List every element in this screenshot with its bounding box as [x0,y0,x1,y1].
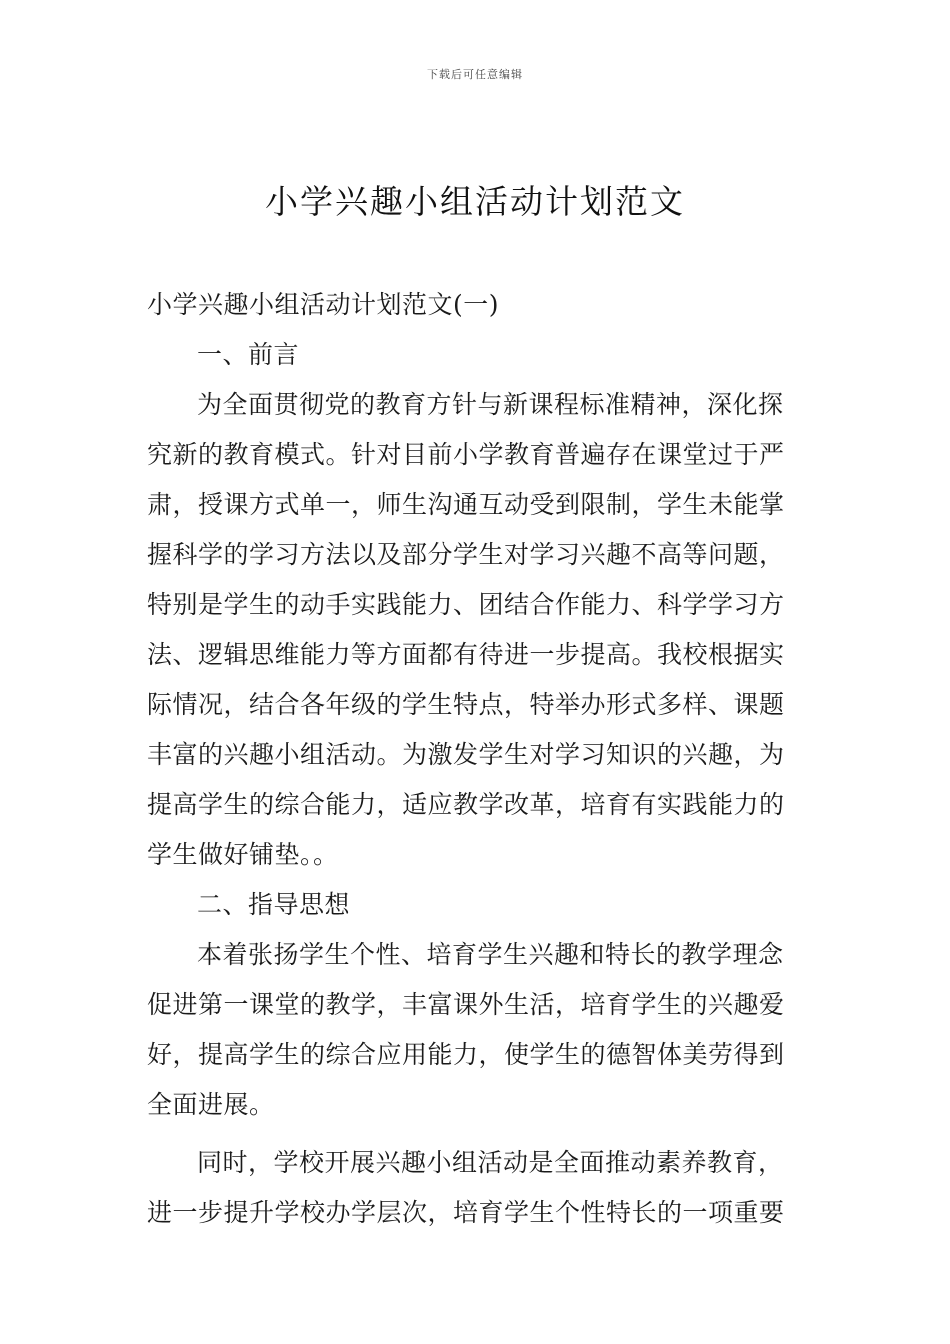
paragraph-line: 际情况，结合各年级的学生特点，特举办形式多样、课题 [147,690,785,719]
paragraph-line: 好，提高学生的综合应用能力，使学生的德智体美劳得到 [147,1040,785,1069]
section-heading-preface: 一、前言 [197,340,300,369]
paragraph-line: 全面进展。 [147,1090,275,1119]
header-note: 下载后可任意编辑 [427,68,523,81]
paragraph-line: 握科学的学习方法以及部分学生对学习兴趣不高等问题， [147,540,785,569]
document-body [147,280,807,1238]
paragraph-line: 特别是学生的动手实践能力、团结合作能力、科学学习方 [147,590,785,619]
paragraph-line: 本着张扬学生个性、培育学生兴趣和特长的教学理念 [197,940,784,969]
paragraph-line: 肃，授课方式单一，师生沟通互动受到限制，学生未能掌 [147,490,785,519]
paragraph-meanwhile [147,1138,807,1238]
paragraph-line: 提高学生的综合能力，适应教学改革，培育有实践能力的 [147,790,785,819]
paragraph-spacer [147,1130,807,1138]
subtitle: 小学兴趣小组活动计划范文(一) [147,290,500,319]
section-heading-guiding-thought: 二、指导思想 [197,890,351,919]
paragraph-guiding-thought [147,930,807,1130]
paragraph-line: 丰富的兴趣小组活动。为激发学生对学习知识的兴趣，为 [147,740,785,769]
paragraph-line: 同时，学校开展兴趣小组活动是全面推动素养教育， [197,1148,784,1177]
paragraph-line: 学生做好铺垫。。 [147,840,339,869]
paragraph-line: 为全面贯彻党的教育方针与新课程标准精神，深化探 [197,390,784,419]
paragraph-line: 进一步提升学校办学层次，培育学生个性特长的一项重要 [147,1198,785,1227]
paragraph-preface [147,380,807,880]
paragraph-line: 法、逻辑思维能力等方面都有待进一步提高。我校根据实 [147,640,785,669]
document-title: 小学兴趣小组活动计划范文 [265,182,685,221]
paragraph-line: 促进第一课堂的教学，丰富课外生活，培育学生的兴趣爱 [147,990,785,1019]
paragraph-line: 究新的教育模式。针对目前小学教育普遍存在课堂过于严 [147,440,785,469]
